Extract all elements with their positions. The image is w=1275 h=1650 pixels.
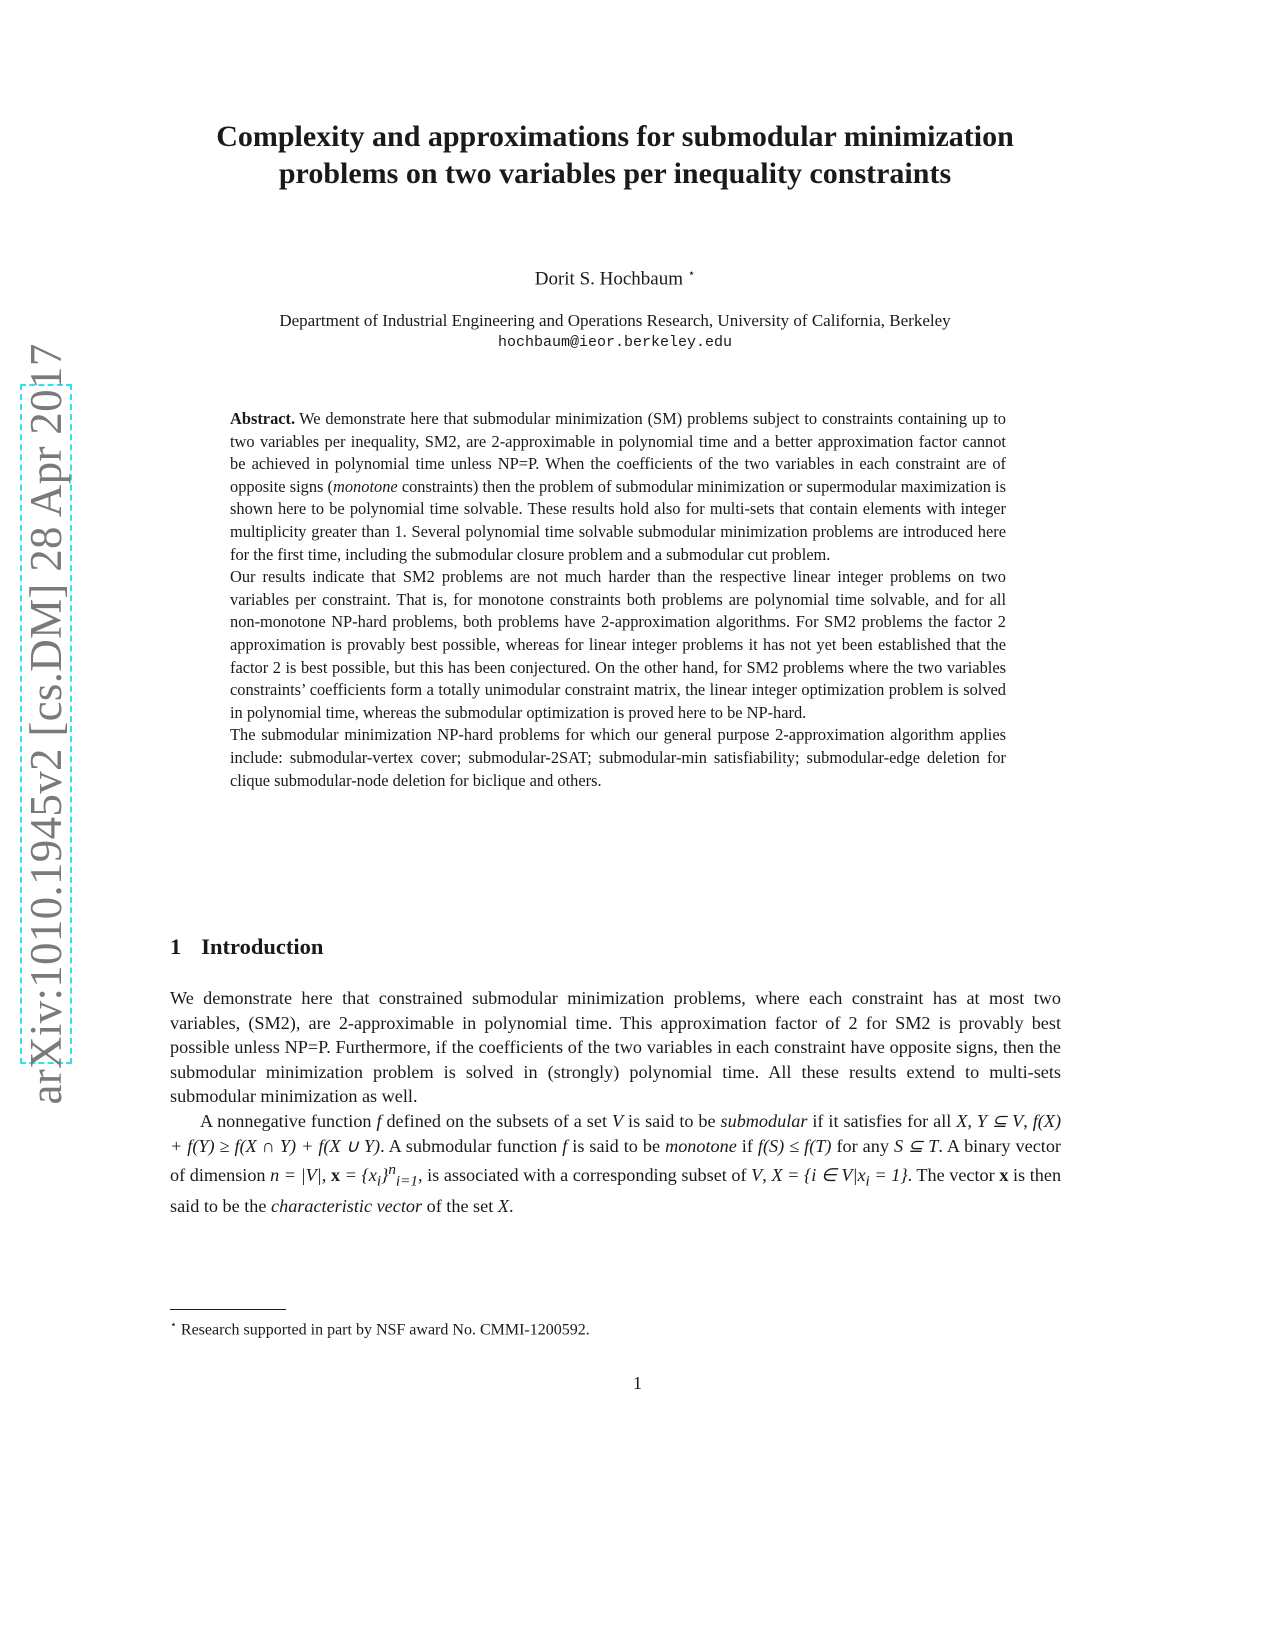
page-number: 1 — [633, 1373, 642, 1393]
section-number: 1 — [170, 934, 182, 959]
abstract-label: Abstract. — [230, 409, 296, 428]
body-paragraph: We demonstrate here that constrained submodular minimization problems, where each constraint has at most two variables, (SM2), are 2-approximable in polynomial time. This approximation factor of 2 for SM2 is provably best possible unless NP=P. Furthermore, if the coefficients of the two variables in each constraint have opposite signs, then the submodular minimization problem is solved in (strongly) polynomial time. All these results extend to multi-sets submodular minimization as well. — [170, 988, 1061, 1107]
author-email: hochbaum@ieor.berkeley.edu — [497, 334, 733, 351]
footnote-text: Research supported in part by NSF award No. CMMI-1200592. — [180, 1321, 590, 1339]
author-footnote-mark: ⋆ — [687, 266, 696, 280]
section-heading — [170, 934, 323, 960]
paper-title: Complexity and approximations for submodular minimization problems on two variables per inequality constraints — [216, 120, 1014, 190]
body-paragraph: A nonnegative function f defined on the subsets of a set V is said to be submodular if it satisfies for all X, Y ⊆ V, f(X) + f(Y) ≥ f(X ∩ Y) + f(X ∪ Y). A submodular function f is said to be monotone if f(S) ≤ f(T) for any S ⊆ T. A binary vector of dimension n = |V|, $x = \{x_i\}^n_{i=1}$, is associated with a corresponding subset of V, X = {i ∈ $V|x_i = 1$}. The vector x is then said to be the characteristic vector of the set X. — [170, 1110, 1062, 1217]
introduction-body — [170, 986, 1061, 1219]
footnote-divider — [170, 1309, 286, 1310]
footnote — [170, 1318, 590, 1339]
abstract — [230, 408, 1006, 792]
section-title: Introduction — [201, 934, 324, 959]
arxiv-identifier: arXiv:1010.1945v2 [cs.DM] 28 Apr 2017 — [21, 343, 71, 1105]
author-name: Dorit S. Hochbaum — [534, 268, 684, 290]
arxiv-stamp — [20, 343, 72, 1105]
footnote-mark: ⋆ — [170, 1319, 177, 1331]
affiliation: Department of Industrial Engineering and Operations Research, University of California, Berkeley — [279, 311, 951, 330]
affiliation-block — [195, 310, 1035, 354]
abstract-paragraph: The submodular minimization NP-hard problems for which our general purpose 2-approximation algorithm applies include: submodular-vertex cover; submodular-2SAT; submodular-min satisfiability; submodular-edge deletion for clique submodular-node deletion for biclique and others. — [230, 725, 1006, 790]
author-line — [195, 266, 1035, 290]
abstract-paragraph: Our results indicate that SM2 problems are not much harder than the respective linear integer problems on two variables per constraint. That is, for monotone constraints both problems are polynomial time solvable, and for all non-monotone NP-hard problems, both problems have 2-approximation algorithms. For SM2 problems the factor 2 approximation is provably best possible, whereas for linear integer problems it has not yet been established that the factor 2 is best possible, but this has been conjectured. On the other hand, for SM2 problems where the two variables constraints’ coefficients form a totally unimodular constraint matrix, the linear integer optimization problem is solved in polynomial time, whereas the submodular optimization is proved here to be NP-hard. — [230, 567, 1006, 722]
abstract-paragraph: Abstract. We demonstrate here that submodular minimization (SM) problems subject to constraints containing up to two variables per inequality, SM2, are 2-approximable in polynomial time and a better approximation factor cannot be achieved in polynomial time unless NP=P. When the coefficients of the two variables in each constraint are of opposite signs (monotone constraints) then the problem of submodular minimization or supermodular maximization is shown here to be polynomial time solvable. These results hold also for multi-sets that contain elements with integer multiplicity greater than 1. Several polynomial time solvable submodular minimization problems are introduced here for the first time, including the submodular closure problem and a submodular cut problem. — [230, 409, 1006, 564]
